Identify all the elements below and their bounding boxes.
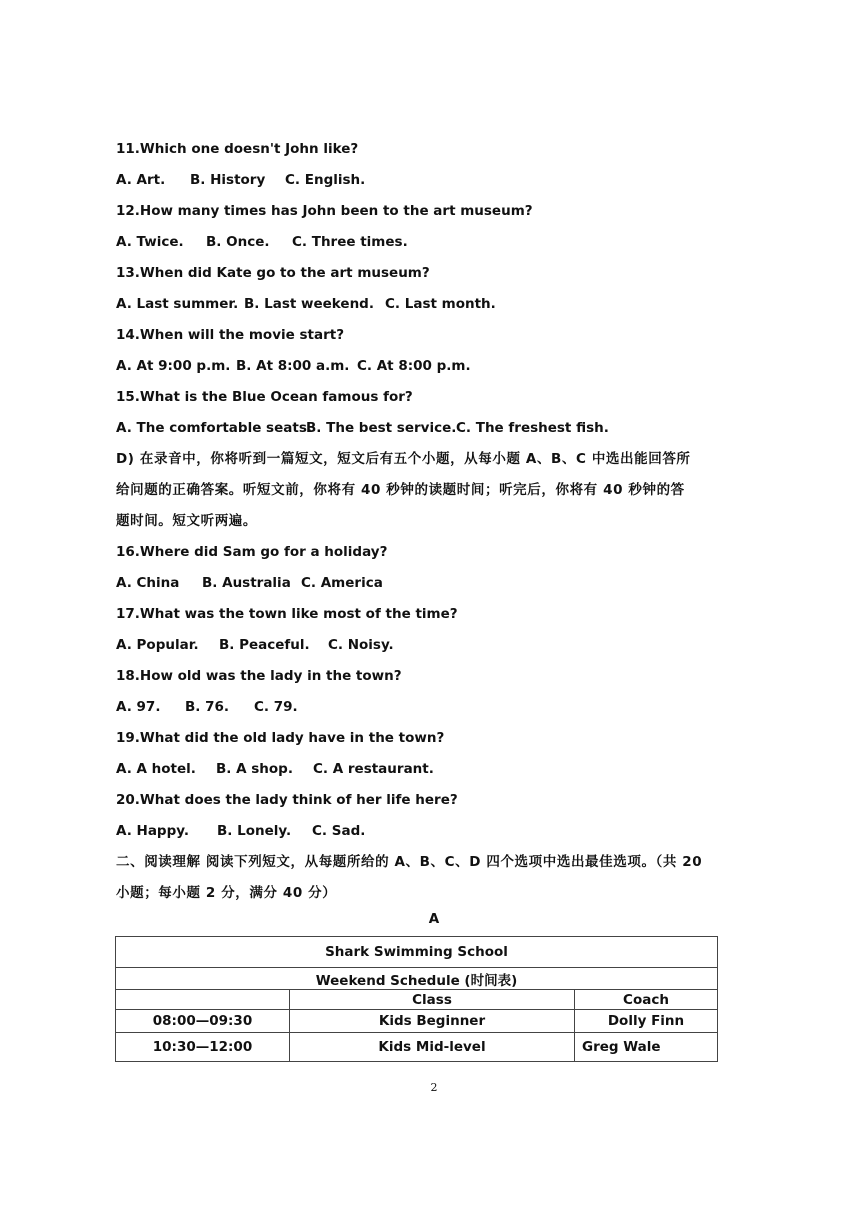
cell-coach: Dolly Finn: [575, 1010, 718, 1033]
option-b: B. Australia: [202, 575, 291, 591]
option-b: B. A shop.: [216, 761, 293, 777]
option-b: B. Once.: [206, 234, 270, 250]
exam-page-content: [116, 138, 756, 913]
option-c: C. A restaurant.: [313, 761, 434, 777]
option-a: A. 97.: [116, 699, 161, 715]
question-15: 15.What is the Blue Ocean famous for?: [116, 389, 413, 405]
option-c: C. Sad.: [312, 823, 366, 839]
table-title-row: [116, 937, 718, 968]
question-14-options: [116, 355, 756, 386]
option-a: A. Last summer.: [116, 296, 239, 312]
question-17-options: [116, 634, 756, 665]
instruction-line: 题时间。短文听两遍。: [116, 513, 257, 529]
header-cell-coach: Coach: [575, 990, 718, 1010]
question-16-options: [116, 572, 756, 603]
header-cell-class: Class: [290, 990, 575, 1010]
option-c: C. Last month.: [385, 296, 496, 312]
page-number: 2: [430, 1081, 438, 1094]
option-c: C. At 8:00 p.m.: [357, 358, 471, 374]
question-14: 14.When will the movie start?: [116, 327, 345, 343]
question-19-options: [116, 758, 756, 789]
cell-class: Kids Mid-level: [290, 1033, 575, 1062]
option-a: A. Popular.: [116, 637, 199, 653]
header-cell-time: [116, 990, 290, 1010]
cell-time: 08:00—09:30: [116, 1010, 290, 1033]
question-16: 16.Where did Sam go for a holiday?: [116, 544, 388, 560]
table-subtitle-row: [116, 968, 718, 990]
cell-time: 10:30—12:00: [116, 1033, 290, 1062]
question-12: 12.How many times has John been to the art museum?: [116, 203, 533, 219]
question-15-options: [116, 417, 756, 448]
option-c: C. The freshest fish.: [456, 420, 609, 436]
table-row: [116, 1010, 718, 1033]
option-c: C. 79.: [254, 699, 298, 715]
option-a: A. At 9:00 p.m.: [116, 358, 231, 374]
table-title: Shark Swimming School: [116, 937, 718, 968]
table-subtitle: Weekend Schedule (时间表): [116, 968, 718, 990]
question-20: 20.What does the lady think of her life here?: [116, 792, 458, 808]
question-11: 11.Which one doesn't John like?: [116, 141, 359, 157]
question-19: 19.What did the old lady have in the town?: [116, 730, 445, 746]
option-a: A. Twice.: [116, 234, 184, 250]
cell-coach: Greg Wale: [575, 1033, 718, 1062]
cell-class: Kids Beginner: [290, 1010, 575, 1033]
option-b: B. Peaceful.: [219, 637, 310, 653]
option-c: C. America: [301, 575, 383, 591]
question-20-options: [116, 820, 756, 851]
table-header-row: [116, 990, 718, 1010]
question-13: 13.When did Kate go to the art museum?: [116, 265, 430, 281]
instruction-line: 二、阅读理解 阅读下列短文，从每题所给的 A、B、C、D 四个选项中选出最佳选项。（共 20: [116, 854, 703, 870]
option-b: B. 76.: [185, 699, 230, 715]
question-13-options: [116, 293, 756, 324]
reading-section-instructions: [116, 851, 756, 913]
question-17: 17.What was the town like most of the time?: [116, 606, 458, 622]
option-b: B. Last weekend.: [244, 296, 374, 312]
question-11-options: [116, 169, 756, 200]
section-d-instructions: [116, 448, 756, 541]
option-a: A. A hotel.: [116, 761, 196, 777]
swimming-schedule-table: [115, 936, 718, 1062]
option-b: B. Lonely.: [217, 823, 292, 839]
instruction-line: 小题；每小题 2 分，满分 40 分）: [116, 885, 337, 901]
question-12-options: [116, 231, 756, 262]
option-a: A. Happy.: [116, 823, 189, 839]
option-b: B. The best service.: [306, 420, 457, 436]
option-c: C. English.: [285, 172, 366, 188]
option-b: B. History: [190, 172, 266, 188]
question-18-options: [116, 696, 756, 727]
passage-label: A: [428, 911, 440, 927]
table-row: [116, 1033, 718, 1062]
option-c: C. Noisy.: [328, 637, 394, 653]
option-c: C. Three times.: [292, 234, 408, 250]
instruction-line: D) 在录音中，你将听到一篇短文，短文后有五个小题，从每小题 A、B、C 中选出能回答所: [116, 451, 691, 467]
option-a: A. Art.: [116, 172, 166, 188]
instruction-line: 给问题的正确答案。听短文前，你将有 40 秒钟的读题时间；听完后，你将有 40 秒钟的答: [116, 482, 685, 498]
option-b: B. At 8:00 a.m.: [236, 358, 350, 374]
option-a: A. China: [116, 575, 180, 591]
question-18: 18.How old was the lady in the town?: [116, 668, 402, 684]
option-a: A. The comfortable seats.: [116, 420, 312, 436]
